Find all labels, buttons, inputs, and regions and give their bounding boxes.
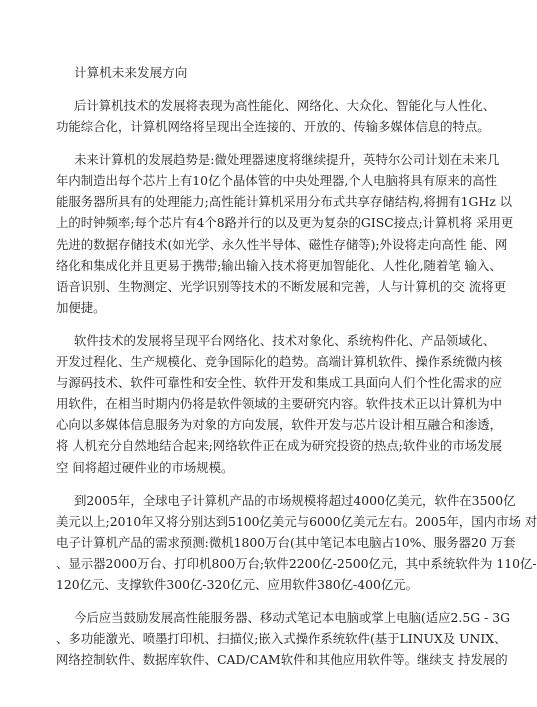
paragraph-3 bbox=[56, 330, 503, 478]
text-line: 能服务器所具有的处理能力;高性能计算机采用分布式共享存储结构,将拥有1GHz 以 bbox=[56, 194, 513, 210]
text-line: 上的时钟频率;每个芯片有4个8路并行的以及更为复杂的GISC接点;计算机将 采用更 bbox=[56, 215, 514, 231]
text-line: 软件技术的发展将呈现平台网络化、技术对象化、系统构件化、产品领域化、 bbox=[74, 332, 496, 348]
text-line: 用软件，在相当时期内仍将是软件领域的主要研究内容。软件技术正以计算机为中 bbox=[56, 396, 503, 412]
text-line: 年内制造出每个芯片上有10亿个晶体管的中央处理器,个人电脑将具有原来的高性 bbox=[56, 173, 497, 189]
text-line: 心向以多媒体信息服务为对象的方向发展，软件开发与芯片设计相互融合和渗透， bbox=[56, 417, 503, 433]
text-line: 、多功能激光、喷墨打印机、扫描仪;嵌入式操作系统软件(基于LINUX及 UNIX、 bbox=[56, 631, 507, 647]
paragraph-2 bbox=[56, 149, 514, 318]
text-line: 开发过程化、生产规模化、竞争国际化的趋势。高端计算机软件、操作系统微内核 bbox=[56, 354, 503, 370]
text-line: 加便捷。 bbox=[56, 299, 106, 315]
text-line: 美元以上;2010年又将分别达到5100亿美元与6000亿美元左右。2005年，国内市场 对 bbox=[56, 513, 537, 529]
text-line: 络化和集成化并且更易于携带;输出输入技术将更加智能化、人性化,随着笔 输入、 bbox=[56, 257, 502, 273]
text-line: 、显示器2000万台、打印机800万台;软件2200亿-2500亿元，其中系统软件为 110亿- bbox=[56, 555, 537, 571]
text-line: 到2005年，全球电子计算机产品的市场规模将超过4000亿美元，软件在3500亿 bbox=[74, 492, 516, 508]
text-line: 语音识别、生物测定、光学识别等技术的不断发展和完善，人与计算机的交 流将更 bbox=[56, 278, 507, 294]
text-line: 120亿元、支撑软件300亿-320亿元、应用软件380亿-400亿元。 bbox=[56, 576, 419, 592]
paragraph-1 bbox=[56, 95, 496, 137]
text-line: 将 人机充分自然地结合起来;网络软件正在成为研究投资的热点;软件业的市场发展 bbox=[56, 438, 502, 454]
text-line: 后计算机技术的发展将表现为高性能化、网络化、大众化、智能化与人性化、 bbox=[74, 98, 496, 113]
text-line: 与源码技术、软件可靠性和安全性、软件开发和集成工具面向人们个性化需求的应 bbox=[56, 375, 503, 391]
text-line: 未来计算机的发展趋势是:微处理器速度将继续提升，英特尔公司计划在未来几 bbox=[74, 152, 500, 168]
paragraph-4 bbox=[56, 490, 537, 595]
paragraph-5 bbox=[56, 607, 511, 670]
text-line: 今后应当鼓励发展高性能服务器、移动式笔记本电脑或掌上电脑(适应2.5G - 3G bbox=[74, 610, 511, 626]
text-line: 先进的数据存储技术(如光学、永久性半导体、磁性存储等);外设将走向高性 能、网 bbox=[56, 236, 508, 252]
document-title: 计算机未来发展方向 bbox=[74, 65, 188, 80]
text-line: 功能综合化，计算机网络将呈现出全连接的、开放的、传输多媒体信息的特点。 bbox=[56, 119, 490, 135]
text-line: 网络控制软件、数据库软件、CAD/CAM软件和其他应用软件等。继续支 持发展的 bbox=[56, 652, 508, 668]
text-line: 空 间将超过硬件业的市场规模。 bbox=[56, 459, 234, 475]
text-line: 电子计算机产品的需求预测:微机1800万台(其中笔记本电脑占10%、服务器20 万套 bbox=[56, 534, 516, 550]
